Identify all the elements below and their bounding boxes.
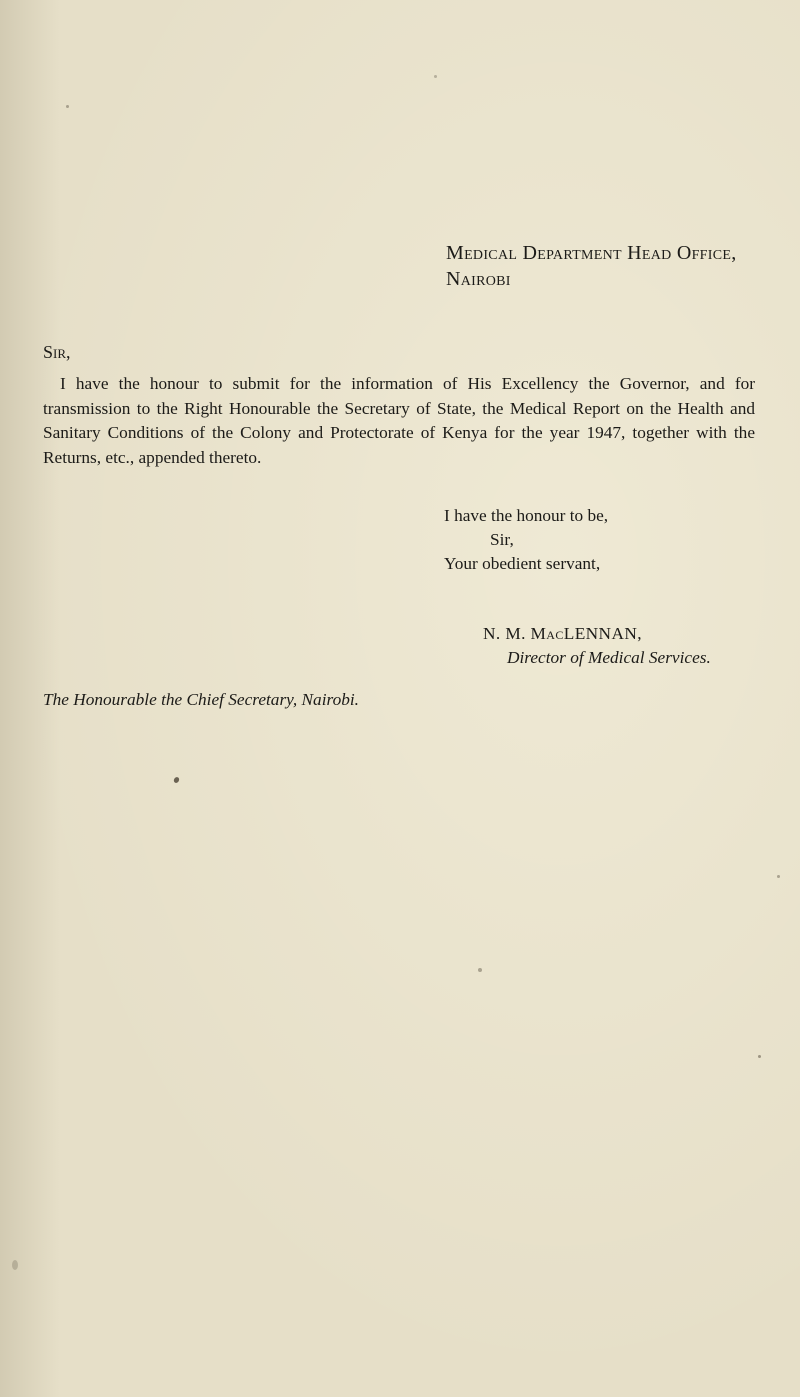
signature-block	[483, 622, 711, 670]
letter-body: I have the honour to submit for the information of His Excellency the Governor, and for transmission to the Right Honourable the Secretary of State, the Medical Report on the Health and Sanitary Conditions of the Colony and Protectorate of Kenya for the year 1947, together with the Returns, etc., appended thereto.	[43, 374, 755, 467]
paper-speck	[478, 968, 482, 972]
letterhead	[446, 240, 737, 292]
paper-speck	[777, 875, 780, 878]
salutation: Sir,	[43, 342, 71, 362]
paper-speck	[434, 75, 437, 78]
letterhead-office: Medical Department Head Office,	[446, 242, 737, 264]
addressee: The Honourable the Chief Secretary, Nairobi.	[43, 690, 359, 709]
signatory-surname: MacLENNAN,	[530, 624, 642, 643]
letterhead-city: Nairobi	[446, 268, 511, 290]
closing-line-sir: Sir,	[490, 530, 514, 549]
closing-line-honour: I have the honour to be,	[444, 506, 609, 525]
signatory-initials: N. M.	[483, 624, 531, 643]
signatory-title: Director of Medical Services.	[507, 648, 711, 667]
signatory-name	[483, 622, 711, 646]
closing-line-servant: Your obedient servant,	[444, 554, 601, 573]
paper-speck	[12, 1260, 18, 1270]
paper-speck	[758, 1055, 761, 1058]
closing-block	[444, 504, 608, 576]
paper-speck	[66, 105, 69, 108]
paper-speck	[173, 776, 180, 784]
